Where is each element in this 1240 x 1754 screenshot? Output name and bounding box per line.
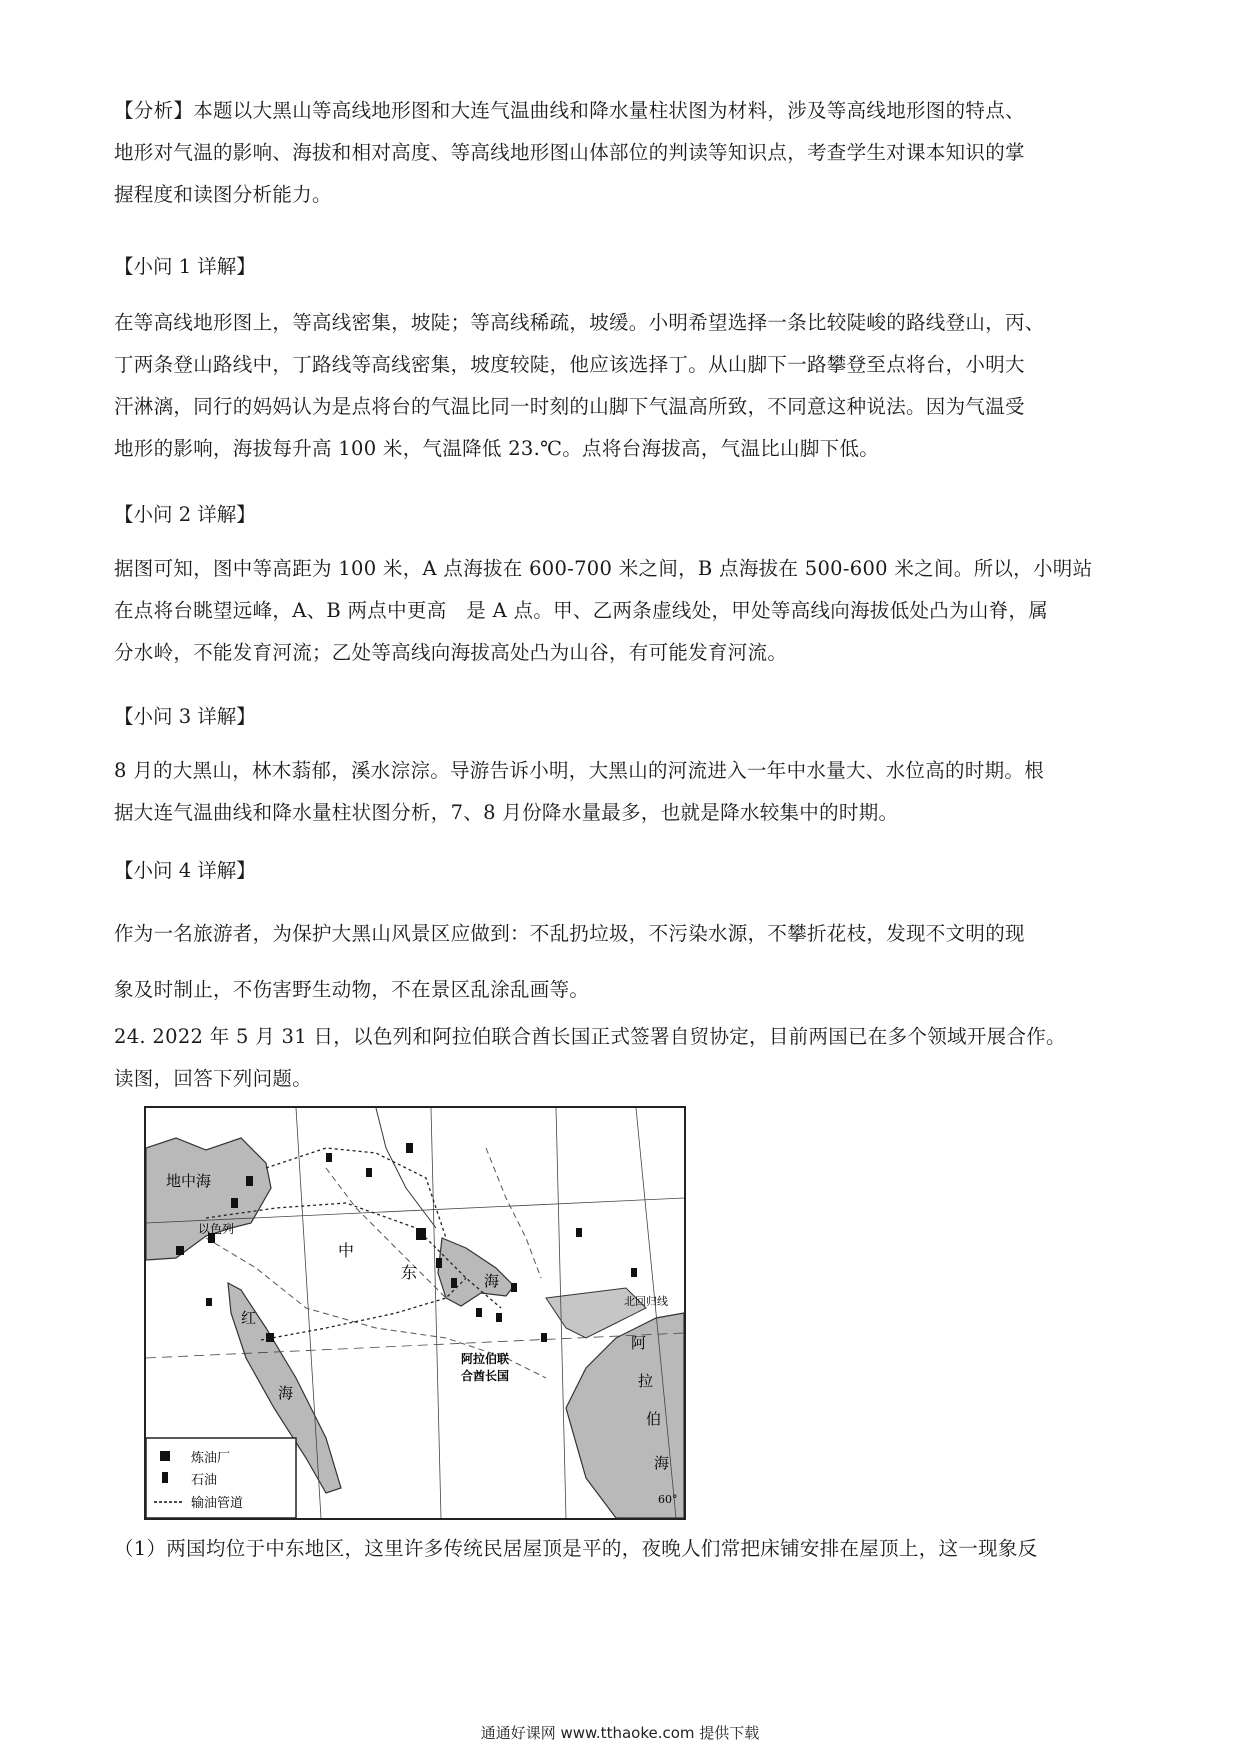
label-longitude: 60° [658,1493,678,1506]
q1-line: 在等高线地形图上，等高线密集，坡陡；等高线稀疏，坡缓。小明希望选择一条比较陡峻的路线登山，丙、 [114,311,1045,334]
analysis-line: 【分析】本题以大黑山等高线地形图和大连气温曲线和降水量柱状图为材料，涉及等高线地形图的特点、 [114,99,1025,122]
map-drawing [146,1108,684,1518]
q2-line: 据图可知，图中等高距为 100 米，A 点海拔在 600-700 米之间，B 点海拔在 500-600 米之间。所以，小明站 [114,557,1093,580]
legend-oil: 石油 [191,1473,218,1488]
q4-line: 象及时制止，不伤害野生动物，不在景区乱涂乱画等。 [114,978,590,1001]
q2-heading: 【小问 2 详解】 [114,503,256,526]
q1-line: 丁两条登山路线中，丁路线等高线密集，坡度较陡，他应该选择丁。从山脚下一路攀登至点将台，小明大 [114,353,1025,376]
q3-line: 8 月的大黑山，林木蓊郁，溪水淙淙。导游告诉小明，大黑山的河流进入一年中水量大、水位高的时期。根 [114,759,1045,782]
legend-refinery: 炼油厂 [191,1451,231,1466]
persian-gulf [438,1238,514,1306]
refinery-icon [160,1451,170,1461]
label-east: 东 [401,1263,418,1282]
q24-1-line: （1）两国均位于中东地区，这里许多传统民居屋顶是平的，夜晚人们常把床铺安排在屋顶上，这一现象反 [114,1537,1038,1560]
q24-line: 24. 2022 年 5 月 31 日，以色列和阿拉伯联合酋长国正式签署自贸协定，目前两国已在多个领域开展合作。 [114,1025,1066,1048]
q2-line: 在点将台眺望远峰，A、B 两点中更高 是 A 点。甲、乙两条虚线处，甲处等高线向海拔低处凸为山脊，属 [114,599,1049,622]
pipeline-route [266,1148,446,1238]
oil-well-icon [162,1472,168,1483]
q3-line: 据大连气温曲线和降水量柱状图分析，7、8 月份降水量最多，也就是降水较集中的时期。 [114,801,899,824]
q1-line: 地形的影响，海拔每升高 100 米，气温降低 23.℃。点将台海拔高，气温比山脚下低。 [114,437,880,460]
middle-east-map [144,1106,686,1520]
label-arab-4: 海 [654,1454,670,1472]
label-uae-1: 阿拉伯联 [461,1352,510,1366]
label-uae-2: 合酋长国 [461,1369,510,1383]
legend-pipeline: 输油管道 [191,1496,244,1511]
question-24-stem [114,1016,1134,1100]
q4-heading: 【小问 4 详解】 [114,859,256,882]
label-red: 红 [241,1309,257,1327]
label-arab-2: 拉 [638,1372,654,1390]
q4-paragraph [114,906,1134,1018]
analysis-line: 握程度和读图分析能力。 [114,183,332,206]
page-footer: 通通好课网 www.tthaoke.com 提供下载 [480,1724,760,1742]
map-legend [146,1438,296,1518]
label-israel: 以色列 [198,1222,235,1236]
label-arab-1: 阿 [631,1334,647,1352]
analysis-paragraph [114,90,1134,216]
q4-line: 作为一名旅游者，为保护大黑山风景区应做到：不乱扔垃圾，不污染水源，不攀折花枝，发现不文明的现 [114,922,1025,945]
q3-paragraph [114,750,1134,834]
q1-heading: 【小问 1 详解】 [114,255,256,278]
q2-line: 分水岭，不能发育河流；乙处等高线向海拔高处凸为山谷，有可能发育河流。 [114,641,788,664]
label-middle: 中 [338,1241,355,1260]
label-mediterranean: 地中海 [166,1172,212,1190]
q1-paragraph [114,302,1134,470]
label-arab-3: 伯 [646,1410,662,1428]
analysis-line: 地形对气温的影响、海拔和相对高度、等高线地形图山体部位的判读等知识点，考查学生对课本知识的掌 [114,141,1025,164]
q3-heading: 【小问 3 详解】 [114,705,256,728]
q24-line: 读图，回答下列问题。 [114,1067,313,1090]
question-24-1 [114,1528,1134,1570]
q1-line: 汗淋漓，同行的妈妈认为是点将台的气温比同一时刻的山脚下气温高所致，不同意这种说法。因为气温受 [114,395,1025,418]
label-sea-red: 海 [278,1384,294,1402]
label-gulf: 海 [484,1272,500,1290]
q2-paragraph [114,548,1134,674]
label-tropic: 北回归线 [624,1295,668,1308]
